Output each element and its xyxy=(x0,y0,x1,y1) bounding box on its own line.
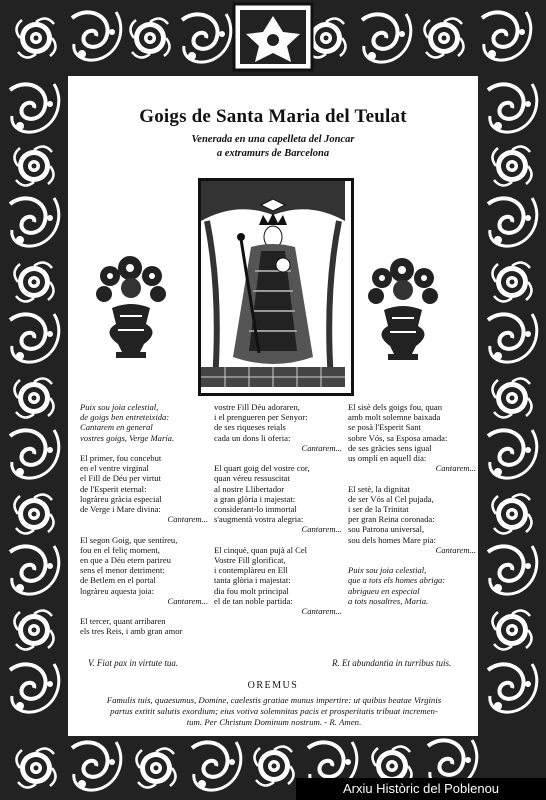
verse-column-1 xyxy=(80,402,208,637)
verse-line: per gran Reina coronada: xyxy=(348,514,435,525)
verse-line: fou en el feliç moment, xyxy=(80,544,160,555)
verse-line xyxy=(348,473,476,483)
verse-line: Puix sou joia celestial, xyxy=(80,402,159,412)
verse-line: de ses riqueses reials xyxy=(214,422,286,433)
verse-line: El tercer, quant arribaren xyxy=(80,616,166,627)
versicle-left: V. Fiat pax in virtute tua. xyxy=(88,658,179,668)
verse-line: a tots nosaltres, Maria. xyxy=(348,595,429,606)
verse-line: sou dels homes Mare pia: xyxy=(348,534,436,545)
verse-line: i contemplàreu en Ell xyxy=(214,565,288,576)
oremus-prayer xyxy=(82,695,466,728)
verse-line: El sisè dels goigs fou, quan xyxy=(348,402,443,412)
verse-line: El segon Goig, que sentíreu, xyxy=(80,534,178,545)
subtitle-line-1: Venerada en una capelleta del Joncar xyxy=(191,134,355,145)
verse-line: que a tots els homes abriga: xyxy=(348,575,446,586)
verse-line: vostre Fill Déu adoraren, xyxy=(214,402,300,412)
verse-line: en que a Déu etern parireu xyxy=(80,555,171,566)
verse-line: de ses gràcies sens igual xyxy=(348,442,432,453)
verse-line: sens el menor detriment: xyxy=(80,565,165,576)
verse-line: s'augmentà vostra alegria: xyxy=(214,514,304,525)
verse-line: el de tan noble partida: xyxy=(214,595,293,606)
verse-line: se posà l'Esperit Sant xyxy=(348,422,421,433)
verse-line: El setè, la dignitat xyxy=(348,483,411,494)
verse-line: de l'Esperit eternal: xyxy=(80,483,147,494)
verse-line: els tres Reis, i amb gran amor xyxy=(80,626,183,637)
page-title: Goigs de Santa Maria del Teulat xyxy=(139,106,407,127)
verse-line: Cantarem... xyxy=(301,442,342,453)
verse-line: us omplí en aquell dia: xyxy=(348,453,427,464)
virgin-figure-icon xyxy=(201,181,345,387)
verse-line xyxy=(80,443,208,453)
verse-line: en el ventre virginal xyxy=(80,463,149,474)
verse-line: de goigs ben entreteixida: xyxy=(80,412,170,423)
verse-line: de Verge i Mare divina: xyxy=(80,504,161,515)
verse-line: i ser de la Trinitat xyxy=(348,504,409,515)
verse-line: logràreu gràcia especial xyxy=(80,493,162,504)
verse-line: vostres goigs, Verge María. xyxy=(80,432,175,443)
verse-line: sobre Vós, sa Esposa amada: xyxy=(348,432,448,443)
versicle-right: R. Et abundantia in turribus tuis. xyxy=(332,658,452,668)
verse-line xyxy=(214,535,342,545)
verse-line: al nostre Llibertador xyxy=(214,483,285,494)
verse-line xyxy=(214,453,342,463)
verse-column-2 xyxy=(214,402,342,616)
verse-line: dia fou molt principal xyxy=(214,585,289,596)
verse-line: el Fill de Déu per virtut xyxy=(80,473,161,484)
verse-line: de Betlem en el portal xyxy=(80,575,156,586)
verse-line: i el prengueren per Senyor: xyxy=(214,412,308,423)
verse-line: Cantarem... xyxy=(167,595,208,606)
verse-line: considerant-lo immortal xyxy=(214,504,297,515)
verse-line: amb molt solemne baixada xyxy=(348,412,441,423)
verse-line: Cantarem... xyxy=(301,606,342,617)
verse-line: El cinquè, quan pujà al Cel xyxy=(214,544,308,555)
flower-vase-left-icon xyxy=(90,254,172,364)
verse-line: Cantarem en general xyxy=(80,422,153,433)
verse-line xyxy=(80,606,208,616)
verse-line: a gran glòria i majestat: xyxy=(214,493,296,504)
verse-line: Cantarem... xyxy=(301,524,342,535)
verse-line: sou Patrona universal, xyxy=(348,524,425,535)
subtitle-line-2: a extramurs de Barcelona xyxy=(216,148,330,159)
verse-line: quan véreu ressuscitat xyxy=(214,473,290,484)
prayer-line: tum. Per Christum Dominum nostrum. - R. Amen. xyxy=(186,717,362,727)
verse-line xyxy=(80,524,208,534)
prayer-line: partus extitit salutis exordium; eius votiva solemnitas pacis et prosperitatis tribuat incremen- xyxy=(110,706,438,716)
prayer-line: Famulis tuis, quaesumus, Domine, caelestis gratiae munus impertire: ut quibus beatae Virginis xyxy=(106,695,442,705)
verse-line: Vostre Fill glorificat, xyxy=(214,555,286,566)
verse-line: logràreu aquesta joia: xyxy=(80,585,154,596)
verse-line: Cantarem... xyxy=(435,463,476,474)
verse-line: Cantarem... xyxy=(435,544,476,555)
oremus-heading: OREMUS xyxy=(247,680,299,691)
verse-line: Puix sou joia celestial, xyxy=(348,565,427,576)
verse-line: tanta glòria i majestat: xyxy=(214,575,291,586)
verse-line: El primer, fou concebut xyxy=(80,453,162,464)
verse-line: Cantarem... xyxy=(167,514,208,525)
archive-credit: Arxiu Històric del Poblenou xyxy=(296,778,546,800)
virgin-engraving xyxy=(198,178,354,396)
flower-vase-right-icon xyxy=(362,256,444,366)
verse-line: de ser Vós al Cel pujada, xyxy=(348,493,434,504)
verse-line: El quart goig del vostre cor, xyxy=(214,463,310,474)
verse-column-3 xyxy=(348,402,476,606)
goigs-sheet xyxy=(68,76,478,736)
verse-line xyxy=(348,555,476,565)
verse-line: cada un dons li oferia: xyxy=(214,432,291,443)
verse-line: abrigueu en especial xyxy=(348,585,420,596)
